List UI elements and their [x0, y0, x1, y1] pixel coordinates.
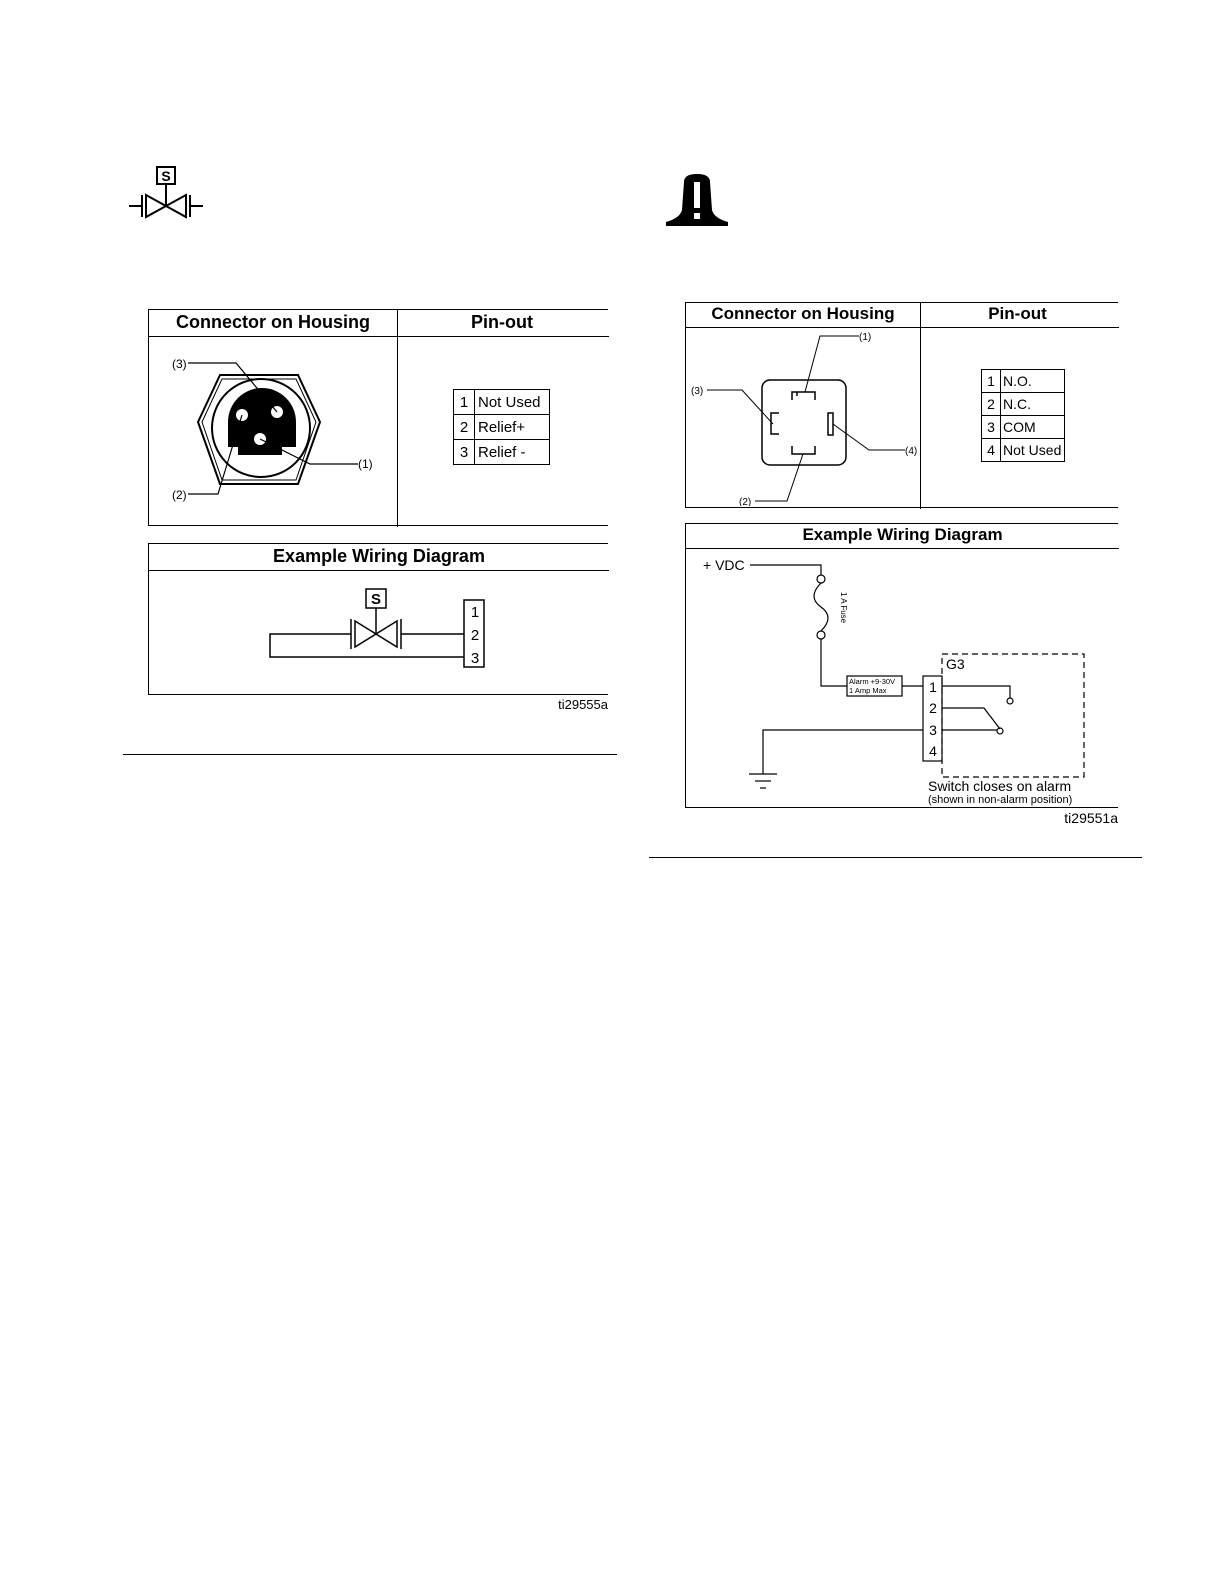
- right-connector-drawing: [687, 328, 919, 506]
- right-pinout-row: [982, 393, 1065, 416]
- left-wiring-solenoid-label: S: [370, 591, 382, 608]
- pin-number: 3: [982, 416, 1001, 439]
- left-column-divider: [397, 310, 398, 527]
- pin-label: N.O.: [1001, 370, 1065, 393]
- left-callout-3: (3): [172, 357, 187, 371]
- right-terminal-2: 2: [929, 700, 937, 716]
- pin-label: Not Used: [1001, 439, 1065, 462]
- pin-number: 3: [454, 440, 475, 465]
- solenoid-icon-label: S: [161, 168, 171, 184]
- pin-label: Relief -: [475, 440, 550, 465]
- left-wiring-title: Example Wiring Diagram: [273, 546, 485, 566]
- pin-label: Not Used: [475, 390, 550, 415]
- left-pinout-row: [454, 390, 550, 415]
- pin-label: N.C.: [1001, 393, 1065, 416]
- pin-label: Relief+: [475, 415, 550, 440]
- left-figure-id: ti29555a: [558, 697, 608, 712]
- alarm-bell-icon: [660, 170, 734, 232]
- right-callout-2: (2): [739, 497, 752, 506]
- solenoid-valve-icon: [125, 163, 207, 225]
- left-section-rule: [123, 754, 617, 755]
- right-terminal-1: 1: [929, 679, 937, 695]
- right-column-divider: [920, 303, 921, 509]
- left-connector-header: Connector on Housing: [176, 312, 370, 332]
- right-pinout-row: [982, 370, 1065, 393]
- left-pinout-header: Pin-out: [471, 312, 533, 332]
- right-switch-subcaption: (shown in non-alarm position): [928, 794, 1073, 806]
- pin-number: 1: [982, 370, 1001, 393]
- left-pinout-table: [453, 389, 550, 465]
- right-callout-1: (1): [859, 332, 872, 343]
- right-callout-4: (4): [905, 446, 918, 457]
- right-section-rule: [649, 857, 1142, 858]
- right-terminal-4: 4: [929, 743, 937, 759]
- left-callout-2: (2): [172, 488, 187, 502]
- left-wiring-drawing: [150, 571, 606, 693]
- right-alarm-line2: 1 Amp Max: [849, 686, 887, 695]
- right-pinout-header: Pin-out: [988, 304, 1047, 323]
- right-vdc-label: + VDC: [703, 557, 745, 573]
- right-alarm-line1: Alarm +9-30V: [849, 677, 896, 686]
- left-terminal-3: 3: [470, 650, 480, 667]
- right-fuse-label: 1 A Fuse: [839, 592, 848, 624]
- pin-number: 2: [982, 393, 1001, 416]
- right-figure-id: ti29551a: [1064, 810, 1118, 826]
- right-g3-label: G3: [946, 656, 965, 672]
- pin-number: 1: [454, 390, 475, 415]
- right-wiring-drawing: [687, 549, 1118, 806]
- left-callout-1: (1): [358, 457, 373, 471]
- right-pinout-row: [982, 416, 1065, 439]
- right-switch-caption: Switch closes on alarm: [928, 778, 1072, 794]
- pin-label: COM: [1001, 416, 1065, 439]
- right-callout-3: (3): [691, 386, 704, 397]
- right-wiring-title: Example Wiring Diagram: [802, 525, 1003, 544]
- left-pinout-row: [454, 440, 550, 465]
- right-connector-header: Connector on Housing: [711, 304, 895, 323]
- right-terminal-3: 3: [929, 722, 937, 738]
- left-terminal-1: 1: [470, 604, 480, 621]
- right-pinout-table: [981, 369, 1065, 462]
- right-pinout-row: [982, 439, 1065, 462]
- pin-number: 2: [454, 415, 475, 440]
- pin-number: 4: [982, 439, 1001, 462]
- left-terminal-2: 2: [470, 627, 480, 644]
- left-connector-drawing: [150, 337, 396, 524]
- left-pinout-row: [454, 415, 550, 440]
